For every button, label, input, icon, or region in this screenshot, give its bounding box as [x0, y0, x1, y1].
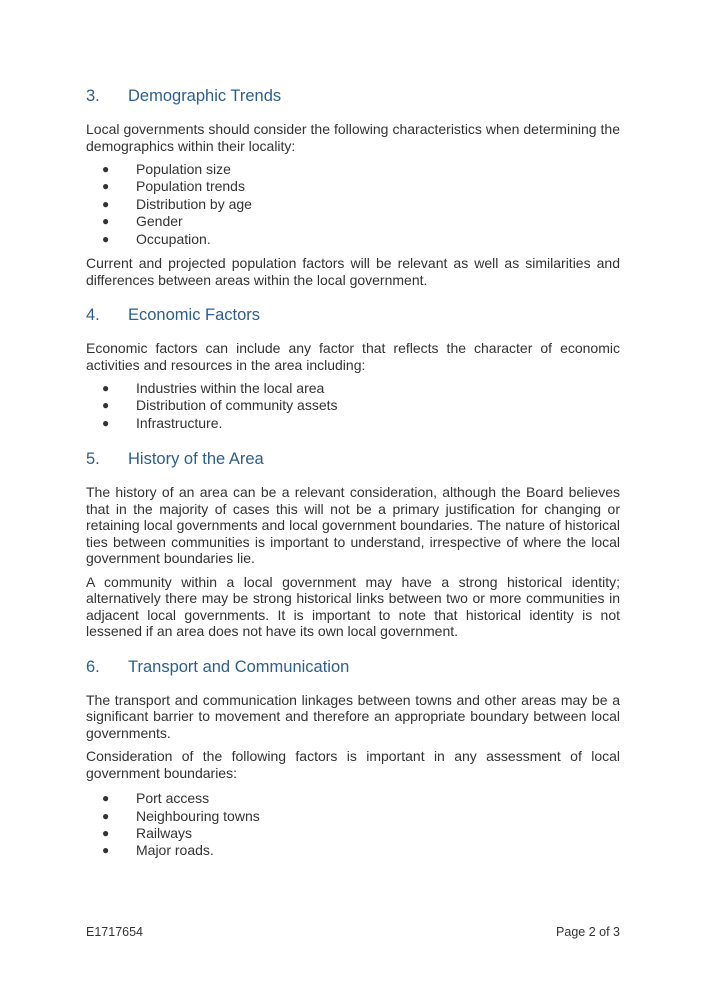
bullet-icon: ●	[102, 398, 110, 413]
list-item: ● Population trends	[102, 178, 245, 195]
bullet-list	[86, 790, 620, 860]
bullet-icon: ●	[102, 231, 110, 246]
paragraph: Economic factors can include any factor that reflects the character of economic activities and resources in the area including:	[86, 340, 620, 373]
section-title: History of the Area	[128, 450, 264, 469]
bullet-icon: ●	[102, 415, 110, 430]
section-heading	[86, 86, 620, 106]
paragraph: A community within a local government may have a strong historical identity; alternatively there may be strong historical links between two or more communities in adjacent local governments. It is important to note that historical identity is not lessened if an area does not have its own local government.	[86, 573, 620, 640]
section-demographic-trends	[86, 86, 620, 288]
paragraph: The transport and communication linkages between towns and other areas may be a significant barrier to movement and therefore an appropriate boundary between local governments.	[86, 691, 620, 741]
section-heading	[86, 449, 620, 469]
list-item: ● Industries within the local area	[102, 380, 325, 397]
paragraph: The history of an area can be a relevant consideration, although the Board believes that in the majority of cases this will not be a primary justification for changing or retaining local governments and local government boundaries. The nature of historical ties between communities is important to understand, irrespective of where the local government boundaries lie.	[86, 484, 620, 567]
section-title: Demographic Trends	[128, 87, 282, 105]
list-item: ● Gender	[102, 213, 183, 230]
bullet-list	[86, 380, 620, 432]
list-item: ● Distribution of community assets	[102, 397, 338, 414]
bullet-icon: ●	[102, 381, 110, 396]
bullet-icon: ●	[102, 196, 110, 211]
document-id: E1717654	[86, 925, 144, 939]
bullet-icon: ●	[102, 808, 110, 823]
bullet-icon: ●	[102, 214, 110, 229]
section-number: 4.	[86, 306, 100, 325]
bullet-icon: ●	[102, 826, 110, 841]
list-item: ● Port access	[102, 790, 210, 807]
list-item: ● Population size	[102, 161, 231, 177]
paragraph: Local governments should consider the following characteristics when determining the demographics within their locality:	[86, 121, 620, 154]
section-title: Transport and Communication	[128, 657, 350, 676]
section-title: Economic Factors	[128, 306, 261, 325]
page-number: Page 2 of 3	[556, 925, 620, 939]
list-item: ● Railways	[102, 825, 193, 842]
bullet-icon: ●	[102, 162, 110, 176]
section-number: 3.	[86, 87, 100, 105]
section-number: 6.	[86, 657, 100, 676]
bullet-list	[86, 161, 620, 248]
section-economic-factors	[86, 305, 620, 432]
paragraph: Current and projected population factors will be relevant as well as similarities and differences between areas within the local government.	[86, 255, 620, 288]
section-history-of-the-area	[86, 449, 620, 640]
list-item: ● Major roads.	[102, 842, 214, 859]
bullet-icon: ●	[102, 843, 110, 858]
list-item: ● Neighbouring towns	[102, 807, 260, 824]
section-transport-and-communication	[86, 657, 620, 860]
page-footer	[86, 925, 620, 939]
bullet-icon: ●	[102, 179, 110, 194]
section-heading	[86, 657, 620, 677]
list-item: ● Distribution by age	[102, 195, 252, 212]
bullet-icon: ●	[102, 791, 110, 806]
list-item: ● Occupation.	[102, 230, 211, 247]
document-page	[86, 86, 620, 867]
paragraph: Consideration of the following factors is important in any assessment of local government boundaries:	[86, 748, 620, 781]
list-item: ● Infrastructure.	[102, 414, 223, 431]
section-number: 5.	[86, 450, 100, 469]
section-heading	[86, 305, 620, 325]
